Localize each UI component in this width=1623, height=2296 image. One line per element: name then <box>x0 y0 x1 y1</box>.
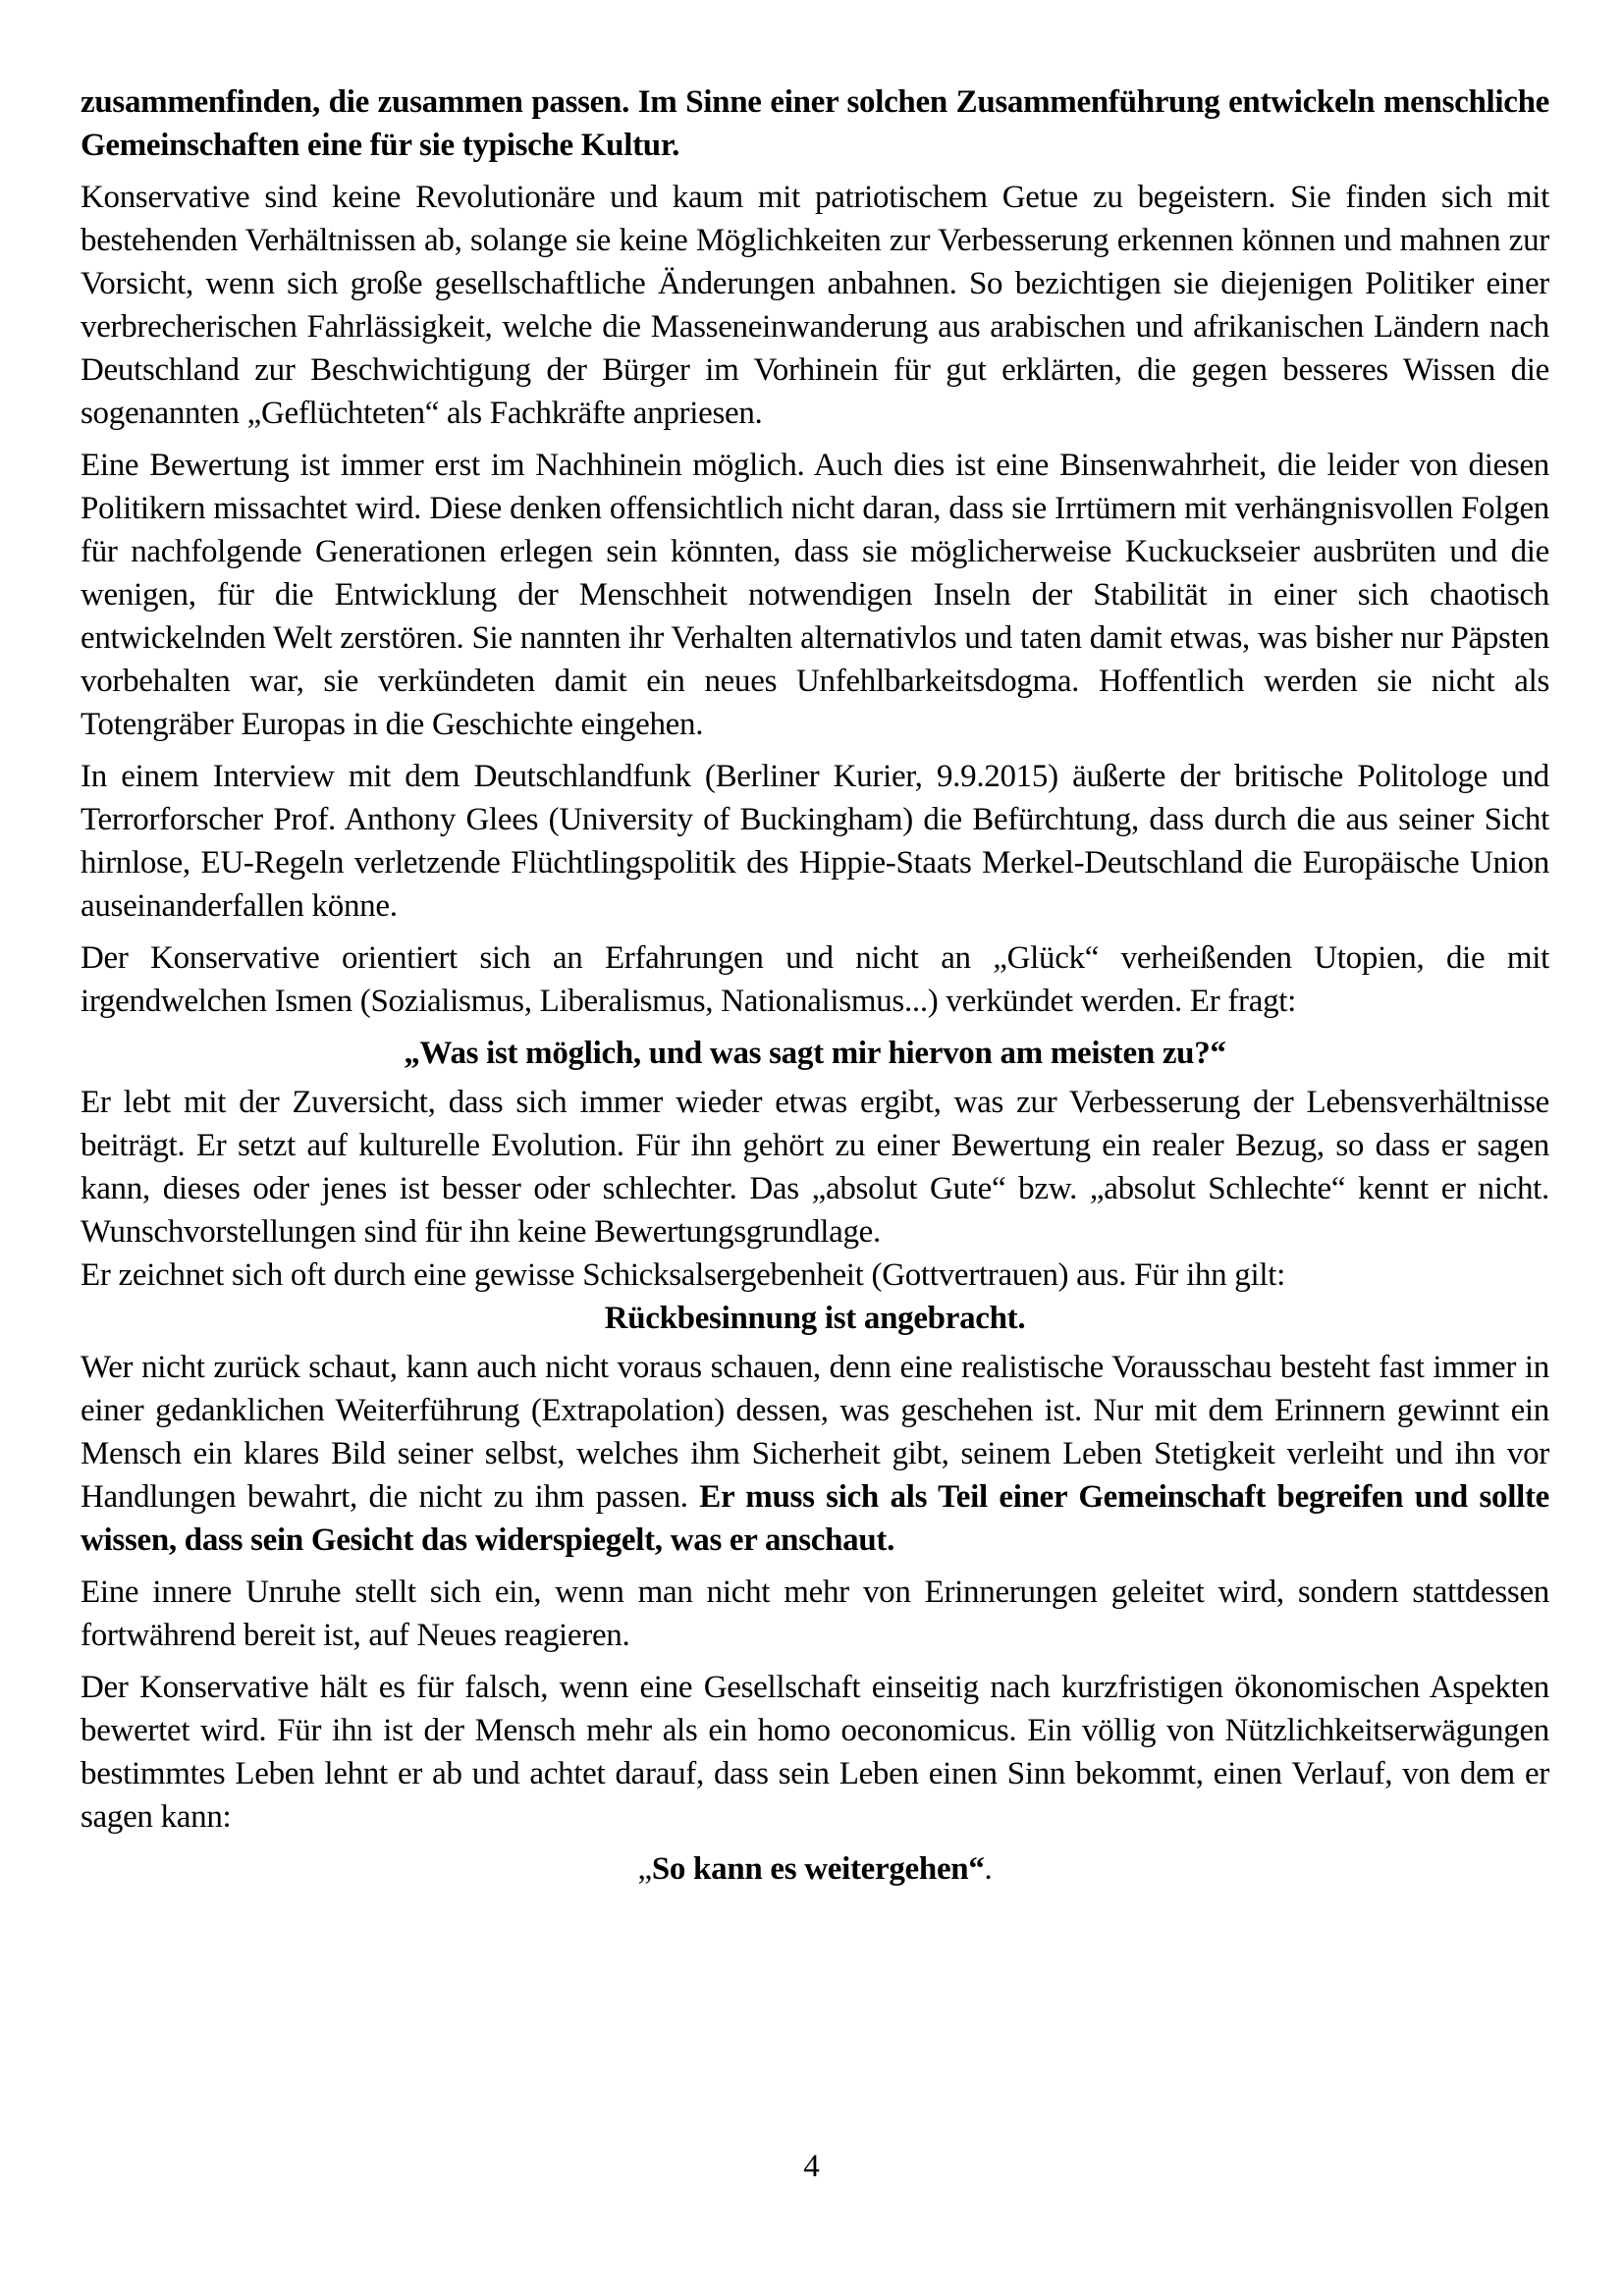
paragraph-economics: Der Konservative hält es für falsch, wenn eine Gesellschaft einseitig nach kurzfristigen ökonomischen Aspekten bewertet wird. Für ihn ist der Mensch mehr als ein homo oeconomicus. Ein völlig von Nützlichkeitserwägungen bestimmtes Leben lehnt er ab und achtet darauf, dass sein Leben einen Sinn bekommt, einen Verlauf, von dem er sagen kann: <box>81 1670 1549 1835</box>
quote-reflection: Rückbesinnung ist angebracht. <box>604 1301 1026 1336</box>
paragraph-experience: Der Konservative orientiert sich an Erfahrungen und nicht an „Glück“ verheißenden Utopien, die mit irgendwelchen Ismen (Sozialismus, Liberalismus, Nationalismus...) verkündet werden. Er fragt: <box>81 940 1549 1019</box>
paragraph-looking-back <box>81 1346 1549 1562</box>
paragraph-evaluation: Eine Bewertung ist immer erst im Nachhinein möglich. Auch dies ist eine Binsenwahrheit, die leider von diesen Politikern missachtet wird. Diese denken offensichtlich nicht daran, dass sie Irrtümern mit verhängnisvollen Folgen für nachfolgende Generationen erlegen sein könnten, dass sie möglicherweise Kuckuckseier ausbrüten und die wenigen, für die Entwicklung der Menschheit notwendigen Inseln der Stabilität in einer sich chaotisch entwickelnden Welt zerstören. Sie nannten ihr Verhalten alternativlos und taten damit etwas, was bisher nur Päpsten vorbehalten war, sie verkündeten damit ein neues Unfehlbarkeitsdogma. Hoffentlich werden sie nicht als Totengräber Europas in die Geschichte eingehen. <box>81 448 1549 742</box>
paragraph-intro-bold <box>81 80 1549 167</box>
intro-bold-text: zusammenfinden, die zusammen passen. Im Sinne einer solchen Zusammenführung entwickeln menschliche Gemeinschaften eine für sie typische Kultur. <box>81 84 1549 163</box>
paragraph-confidence: Er lebt mit der Zuversicht, dass sich immer wieder etwas ergibt, was zur Verbesserung der Lebensverhältnisse beiträgt. Er setzt auf kulturelle Evolution. Für ihn gehört zu einer Bewertung ein realer Bezug, so dass er sagen kann, dieses oder jenes ist besser oder schlechter. Das „absolut Gute“ bzw. „absolut Schlechte“ kennt er nicht. Wunschvorstellungen sind für ihn keine Bewertungsgrundlage. <box>81 1085 1549 1250</box>
page-number: 4 <box>803 2149 820 2184</box>
looking-back-text: Wer nicht zurück schaut, kann auch nicht voraus schauen, denn eine realistische Vorausschau besteht fast immer in einer gedanklichen Weiterführung (Extrapolation) dessen, was geschehen ist. Nur mit dem Erinnern gewinnt ein Mensch ein klares Bild seiner selbst, welches ihm Sicherheit gibt, seinem Leben Stetigkeit verleiht und ihn vor Handlungen bewahrt, die nicht zu ihm passen. <box>81 1350 1549 1515</box>
quote-end-mark: . <box>984 1851 993 1887</box>
quote-continue <box>81 1847 1549 1891</box>
document-page <box>81 80 1549 1896</box>
paragraph-fate: Er zeichnet sich oft durch eine gewisse Schicksalsergebenheit (Gottvertrauen) aus. Für ihn gilt: <box>81 1257 1285 1293</box>
paragraph-unrest: Eine innere Unruhe stellt sich ein, wenn man nicht mehr von Erinnerungen geleitet wird, sondern stattdessen fortwährend bereit ist, auf Neues reagieren. <box>81 1575 1549 1653</box>
paragraph-conservatives: Konservative sind keine Revolutionäre und kaum mit patriotischem Getue zu begeistern. Sie finden sich mit bestehenden Verhältnissen ab, solange sie keine Möglichkeiten zur Verbesserung erkennen können und mahnen zur Vorsicht, wenn sich große gesellschaftliche Änderungen anbahnen. So bezichtigen sie diejenigen Politiker einer verbrecherischen Fahrlässigkeit, welche die Masseneinwanderung aus arabischen und afrikanischen Ländern nach Deutschland zur Beschwichtigung der Bürger im Vorhinein für gut erklärten, die gegen besseres Wissen die sogenannten „Geflüchteten“ als Fachkräfte anpriesen. <box>81 180 1549 431</box>
looking-back-bold-text: Er muss sich als Teil einer Gemeinschaft begreifen und sollte wissen, dass sein Gesicht das widerspiegelt, was er anschaut. <box>81 1479 1549 1558</box>
quote-what-is-possible: „Was ist möglich, und was sagt mir hiervon am meisten zu?“ <box>404 1036 1226 1071</box>
paragraph-interview: In einem Interview mit dem Deutschlandfunk (Berliner Kurier, 9.9.2015) äußerte der britische Politologe und Terrorforscher Prof. Anthony Glees (University of Buckingham) die Befürchtung, dass durch die aus seiner Sicht hirnlose, EU-Regeln verletzende Flüchtlingspolitik des Hippie-Staats Merkel-Deutschland die Europäische Union auseinanderfallen könne. <box>81 759 1549 924</box>
quote-open-mark: „ <box>637 1851 652 1887</box>
quote-continue-text: So kann es weitergehen“ <box>651 1851 985 1887</box>
